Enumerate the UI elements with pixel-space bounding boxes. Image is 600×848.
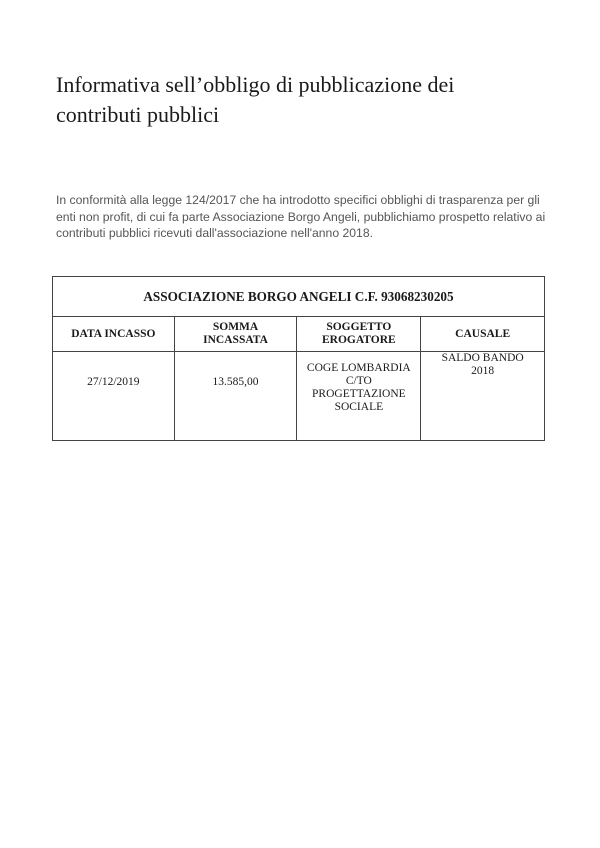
cell-causale [421,352,545,441]
document-title: Informativa sell’obbligo di pubblicazione dei contributi pubblici [56,72,455,127]
cell-line: SOCIALE [334,401,384,413]
header-line: CAUSALE [455,327,511,340]
column-header-causale [421,317,545,352]
cell-line: COGE LOMBARDIA [306,362,411,374]
column-header-soggetto-erogatore [297,317,421,352]
column-header-row [53,317,545,352]
intro-paragraph: In conformità alla legge 124/2017 che ha introdotto specifici obblighi di trasparenza per gli enti non profit, di cui fa parte Associazione Borgo Angeli, pubblichiamo prospetto relativo ai contributi pubblici ricevuti dall'associazione nell'anno 2018. [56,193,546,240]
column-header-somma-incassata [174,317,297,352]
cell-line: 2018 [471,365,495,377]
cell-somma-incassata: 13.585,00 [174,352,297,441]
cell-line: PROGETTAZIONE [312,388,406,400]
header-line: SOMMA [212,321,259,333]
header-line: EROGATORE [321,334,396,346]
table-row [53,352,545,441]
cell-soggetto-erogatore [297,352,421,441]
contributions-table [52,276,545,441]
header-line: INCASSATA [203,334,268,346]
org-header-row [53,277,545,317]
column-header-data-incasso [53,317,175,352]
header-line: DATA INCASSO [71,327,156,340]
cell-line: C/TO [345,375,372,387]
cell-data-incasso: 27/12/2019 [53,352,175,441]
cell-line: SALDO BANDO [441,352,524,364]
org-header: ASSOCIAZIONE BORGO ANGELI C.F. 93068230205 [53,277,545,317]
header-line: SOGGETTO [326,321,392,333]
